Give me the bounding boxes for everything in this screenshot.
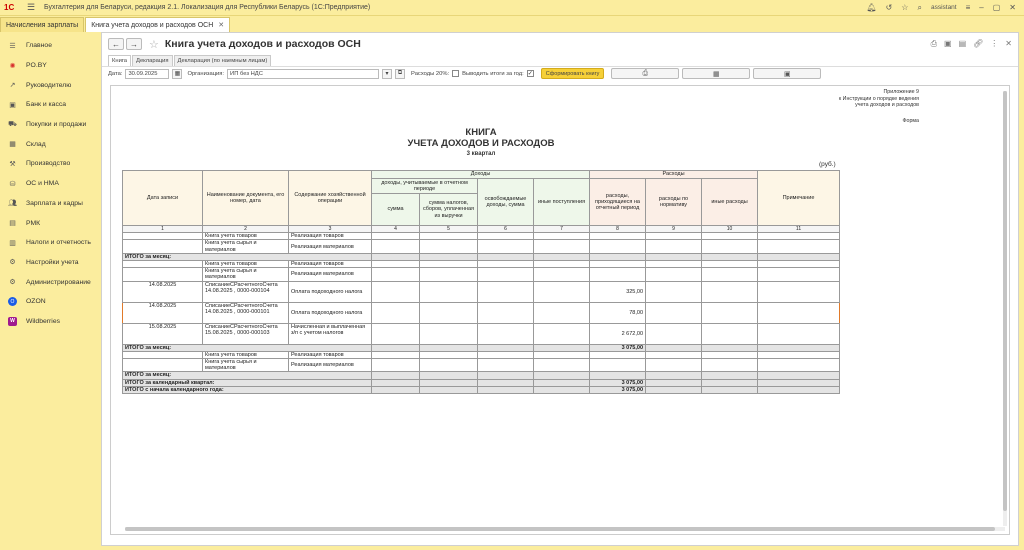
cell-doc: Книга учета сырья и материалов — [203, 359, 289, 372]
document-subtabs — [102, 55, 1018, 66]
cell-op: Начисленная и выплаченная з/п с учетом налогов — [289, 323, 372, 344]
sidebar-item-label: Покупки и продажи — [26, 121, 87, 129]
sidebar-item-poby[interactable] — [0, 56, 100, 76]
table-row[interactable] — [123, 240, 840, 253]
cell-op: Реализация товаров — [289, 233, 372, 240]
cell-op: Реализация материалов — [289, 240, 372, 253]
column-number: 9 — [646, 226, 702, 233]
cell-expense: 2 672,00 — [590, 323, 646, 344]
header-taxes: сумма налогов, сборов, уплаченная из выручки — [420, 194, 478, 226]
document-panel — [101, 32, 1019, 546]
cell-total-label: ИТОГО за календарный квартал: — [123, 379, 372, 386]
cell-total-expense: 3 075,00 — [590, 386, 646, 393]
ozon-icon: O — [8, 297, 17, 306]
sidebar-item-label: РМК — [26, 219, 41, 227]
cell-total-label: ИТОГО за месяц: — [123, 372, 372, 379]
horizontal-scrollbar[interactable] — [125, 527, 1005, 531]
appendix-note — [839, 89, 919, 109]
header-expenses: Расходы — [590, 171, 758, 179]
dropdown-icon[interactable]: ▾ — [382, 69, 392, 79]
open-icon[interactable]: ⧉ — [395, 69, 405, 79]
favorites-icon[interactable]: ☆ — [901, 3, 909, 12]
user-name[interactable]: assistant — [930, 4, 957, 11]
sidebar-item-manager[interactable] — [0, 75, 100, 95]
table-row[interactable] — [123, 233, 840, 240]
header-content: Содержание хозяйственной операции — [289, 171, 372, 226]
app-title: Бухгалтерия для Беларуси, редакция 2.1. Локализация для Республики Беларусь (1С:Предприятие) — [44, 4, 371, 11]
tab-label: Книга учета доходов и расходов ОСН — [91, 21, 214, 29]
date-field[interactable]: 30.09.2025 — [125, 69, 169, 79]
tab-label: Начисления зарплаты — [6, 21, 79, 29]
sidebar-item-settings[interactable] — [0, 253, 100, 273]
appendix-line: учета доходов и расходов — [855, 102, 919, 109]
close-document-icon[interactable]: ✕ — [1005, 39, 1012, 48]
gear-icon: ⚙ — [9, 279, 16, 287]
more-icon[interactable]: ⋮ — [990, 39, 999, 48]
header-sum: сумма — [372, 194, 420, 226]
cell-doc: Книга учета товаров — [203, 351, 289, 358]
calendar-icon[interactable]: ▦ — [172, 69, 182, 79]
cell-doc: Книга учета товаров — [203, 261, 289, 268]
header-exp-other: иные расходы — [702, 179, 758, 226]
sidebar-item-warehouse[interactable] — [0, 134, 100, 154]
report-area — [110, 85, 1010, 535]
wildberries-icon: W — [8, 317, 17, 326]
people-icon: 👥︎ — [8, 200, 17, 208]
quarter-total-row — [123, 379, 840, 386]
tab-payroll[interactable] — [0, 17, 84, 32]
tax-icon: ▥ — [9, 239, 16, 247]
history-icon[interactable]: ↺ — [885, 3, 893, 12]
cell-date: 14.08.2025 — [123, 302, 203, 323]
app-logo: 1С — [4, 3, 15, 12]
cell-doc: Книга учета сырья и материалов — [203, 268, 289, 281]
month-total-row — [123, 253, 840, 260]
sidebar-item-assets[interactable] — [0, 174, 100, 194]
factory-icon: ⚒ — [9, 160, 16, 168]
cell-total-expense: 3 075,00 — [590, 344, 646, 351]
close-icon[interactable]: ✕ — [1009, 3, 1016, 12]
header-other-income: иные поступления — [534, 179, 590, 226]
cell-total-label: ИТОГО за месяц: — [123, 344, 372, 351]
header-exempt: освобождаемые доходы, сумма — [478, 179, 534, 226]
cell-expense: 78,00 — [590, 302, 646, 323]
sidebar-item-label: Настройки учета — [26, 258, 79, 266]
year-totals-checkbox[interactable]: ✓ — [527, 71, 533, 77]
link-icon[interactable]: 🔗︎ — [973, 39, 984, 48]
column-number: 10 — [702, 226, 758, 233]
sidebar-item-label: Производство — [26, 160, 71, 168]
bell-icon[interactable]: 🔔︎ — [866, 3, 877, 12]
report-title: КНИГА — [465, 127, 497, 138]
cell-doc: Книга учета сырья и материалов — [203, 240, 289, 253]
menu-icon: ☰ — [9, 42, 16, 50]
appendix-line: Приложение 9 — [883, 89, 919, 95]
sidebar-item-label: PO.BY — [26, 62, 47, 70]
cell-doc: Книга учета товаров — [203, 233, 289, 240]
header-income-period: доходы, учитываемые в отчетном периоде — [372, 179, 478, 194]
horizontal-scroll-thumb[interactable] — [125, 527, 995, 531]
sidebar-item-label: Руководителю — [26, 81, 72, 89]
column-number: 8 — [590, 226, 646, 233]
report-subtitle: УЧЕТА ДОХОДОВ И РАСХОДОВ — [407, 138, 555, 149]
register-icon: ▤ — [9, 220, 16, 228]
sidebar-item-label: Администрирование — [26, 278, 91, 286]
cell-total-label: ИТОГО за месяц: — [123, 253, 372, 260]
vertical-scrollbar[interactable] — [1003, 91, 1007, 526]
report-quarter: 3 квартал — [466, 151, 496, 157]
settings-icon: ⚙ — [9, 259, 16, 267]
save-icon[interactable]: ▣ — [944, 39, 952, 48]
print-button[interactable]: ⎙ — [611, 68, 679, 79]
subtab-declaration-employees[interactable]: Декларация (по наемным лицам) — [174, 55, 272, 66]
chart-icon: ↗ — [9, 82, 16, 90]
close-tab-icon[interactable]: ✕ — [218, 22, 225, 29]
generate-book-button[interactable]: Сформировать книгу — [541, 68, 605, 79]
sidebar-item-label: ОС и НМА — [26, 180, 59, 188]
sidebar-item-label: Банк и касса — [26, 101, 67, 109]
settings-menu-icon[interactable]: ≡ — [965, 3, 971, 12]
cell-date: 15.08.2025 — [123, 323, 203, 344]
warehouse-icon: ▦ — [9, 141, 16, 149]
date-label: Дата: — [108, 70, 123, 77]
header-date: Дата записи — [123, 171, 203, 226]
cell-total-label: ИТОГО с начала календарного года: — [123, 386, 372, 393]
column-number: 1 — [123, 226, 203, 233]
cell-total-expense: 3 075,00 — [590, 379, 646, 386]
column-number: 4 — [372, 226, 420, 233]
forward-button[interactable]: → — [126, 38, 142, 50]
sidebar-item-label: OZON — [26, 298, 46, 306]
cell-doc: СписаниеСРасчетногоСчета 14.08.2025 , 0000-000104 — [203, 281, 289, 302]
title-bar — [0, 0, 1024, 16]
income-expense-table — [122, 170, 840, 394]
sidebar-item-label: Главное — [26, 42, 52, 50]
bank-icon: ▣ — [9, 101, 16, 109]
month-total-row — [123, 372, 840, 379]
sidebar — [0, 32, 100, 550]
table-row-selected[interactable] — [123, 302, 840, 323]
favorite-star-icon[interactable]: ☆ — [149, 38, 159, 51]
header-document: Наименование документа, его номер, дата — [203, 171, 289, 226]
subtab-declaration[interactable]: Декларация — [132, 55, 173, 66]
expenses-checkbox[interactable] — [452, 70, 459, 77]
header-note: Примечание — [758, 171, 840, 226]
month-total-row — [123, 344, 840, 351]
table-row[interactable] — [123, 351, 840, 358]
filter-bar — [102, 66, 1018, 80]
cell-doc: СписаниеСРасчетногоСчета 15.08.2025 , 0000-000103 — [203, 323, 289, 344]
year-total-row — [123, 386, 840, 393]
preview-icon[interactable]: ▤ — [958, 39, 967, 48]
sidebar-item-ozon[interactable] — [0, 292, 100, 312]
header-exp-period: расходы, приходящиеся на отчетный период — [590, 179, 646, 226]
table-view-button[interactable]: ▦ — [682, 68, 750, 79]
sidebar-item-production[interactable] — [0, 154, 100, 174]
sidebar-item-bank[interactable] — [0, 95, 100, 115]
table-row[interactable] — [123, 281, 840, 302]
cell-date: 14.08.2025 — [123, 281, 203, 302]
column-number: 5 — [420, 226, 478, 233]
sidebar-item-rmk[interactable] — [0, 213, 100, 233]
table-row[interactable] — [123, 268, 840, 281]
subtab-book[interactable]: Книга — [108, 55, 131, 66]
tab-income-book[interactable] — [85, 17, 230, 32]
cell-op: Реализация материалов — [289, 268, 372, 281]
expenses-label: Расходы 20%: — [411, 70, 450, 77]
page-title: Книга учета доходов и расходов ОСН — [164, 38, 361, 50]
vertical-scroll-thumb[interactable] — [1003, 91, 1007, 511]
sidebar-item-label: Склад — [26, 140, 46, 148]
header-exp-norm: расходы по нормативу — [646, 179, 702, 226]
sidebar-item-wildberries[interactable] — [0, 312, 100, 332]
save-report-button[interactable]: ▣ — [753, 68, 821, 79]
column-number: 2 — [203, 226, 289, 233]
sidebar-item-label: Зарплата и кадры — [26, 199, 83, 207]
sidebar-item-admin[interactable] — [0, 272, 100, 292]
back-button[interactable]: ← — [108, 38, 124, 50]
cell-op: Реализация товаров — [289, 261, 372, 268]
sidebar-item-taxes[interactable] — [0, 233, 100, 253]
sidebar-item-purchases[interactable] — [0, 115, 100, 135]
appendix-line: к Инструкции о порядке ведения — [838, 95, 919, 102]
open-tabs — [0, 16, 1024, 32]
sidebar-item-salary[interactable] — [0, 194, 100, 214]
column-number: 11 — [758, 226, 840, 233]
table-row[interactable] — [123, 359, 840, 372]
cell-expense: 325,00 — [590, 281, 646, 302]
main-menu-icon[interactable]: ☰ — [26, 2, 36, 12]
sidebar-item-main[interactable] — [0, 36, 100, 56]
search-icon[interactable]: ⌕ — [917, 2, 922, 12]
table-row[interactable] — [123, 261, 840, 268]
header-income: Доходы — [372, 171, 590, 179]
organization-label: Организация: — [187, 70, 225, 77]
cell-op: Оплата подоходного налога — [289, 281, 372, 302]
cell-op: Реализация материалов — [289, 359, 372, 372]
maximize-icon[interactable]: ▢ — [992, 3, 1001, 12]
po-icon: ✺ — [9, 62, 16, 70]
sidebar-item-label: Wildberries — [26, 317, 60, 325]
column-number: 3 — [289, 226, 372, 233]
column-number: 6 — [478, 226, 534, 233]
column-numbers-row — [123, 226, 840, 233]
sidebar-item-label: Налоги и отчетность — [26, 239, 91, 247]
report-units: (руб.) — [819, 161, 836, 168]
print-icon[interactable]: ⎙ — [930, 39, 938, 48]
column-number: 7 — [534, 226, 590, 233]
cell-doc: СписаниеСРасчетногоСчета 14.08.2025 , 0000-000101 — [203, 302, 289, 323]
form-label: Форма — [902, 118, 919, 124]
year-totals-label: Выводить итоги за год: — [462, 70, 524, 77]
table-row[interactable] — [123, 323, 840, 344]
cart-icon: ⛟ — [8, 121, 17, 129]
cell-op: Оплата подоходного налога — [289, 302, 372, 323]
assets-icon: ⛁ — [9, 180, 16, 188]
cell-op: Реализация товаров — [289, 351, 372, 358]
organization-field[interactable]: ИП без НДС — [227, 69, 379, 79]
minimize-icon[interactable]: – — [979, 3, 984, 12]
